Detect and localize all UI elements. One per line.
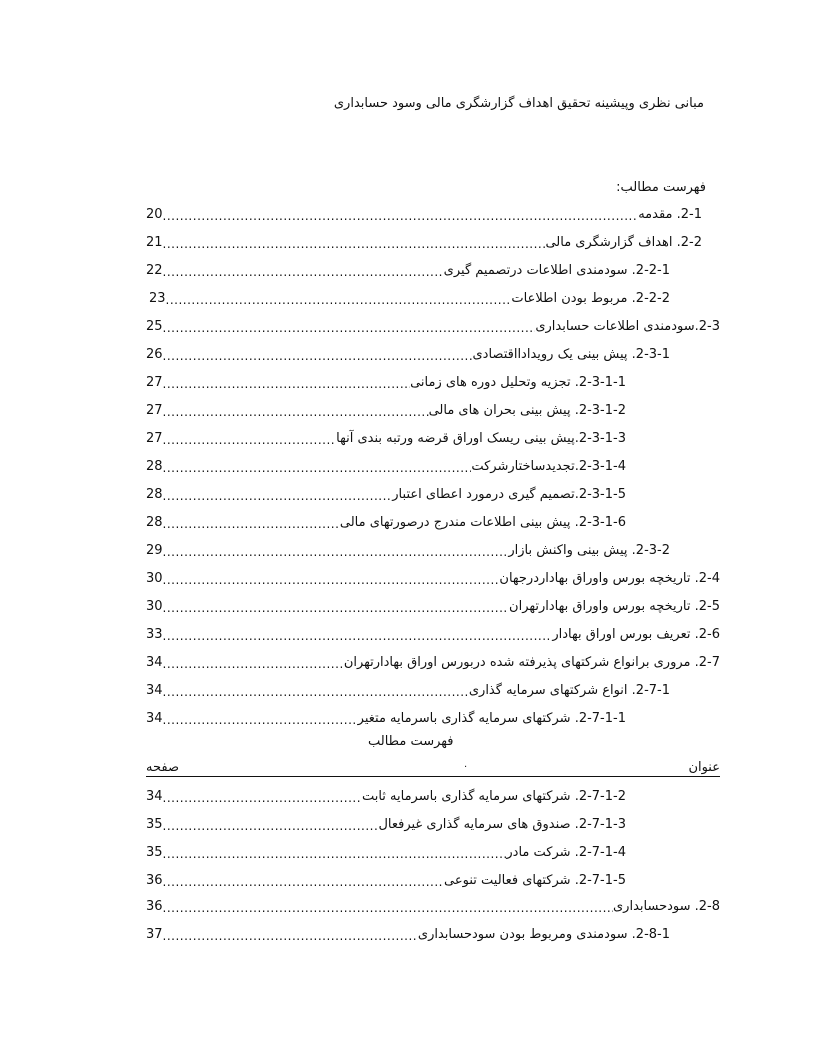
toc-page-number: 28 bbox=[146, 459, 163, 474]
toc-entry bbox=[146, 872, 626, 890]
header-dot: . bbox=[464, 759, 468, 770]
toc-entry-title: 2-7-1-3. صندوق های سرمایه گذاری غیرفعال bbox=[378, 817, 626, 832]
toc-entry bbox=[146, 816, 626, 834]
toc-page-number: 35 bbox=[146, 817, 163, 832]
toc-entry-title: 2-3-1-2. پیش بینی بحران های مالی bbox=[428, 403, 626, 418]
toc-page-number: 30 bbox=[146, 599, 163, 614]
page-column-header: صفحه bbox=[146, 760, 179, 775]
toc-page-number: 26 bbox=[146, 347, 163, 362]
toc-page-number: 34 bbox=[146, 789, 163, 804]
toc-entry-title: 2-3-1-4.تجدیدساختارشرکت bbox=[471, 459, 626, 474]
toc-entry-title: 2-7-1-5. شرکتهای فعالیت تنوعی bbox=[444, 873, 626, 888]
toc-page-number: 34 bbox=[146, 683, 163, 698]
toc-page-number: 27 bbox=[146, 431, 163, 446]
toc-page-number: 36 bbox=[146, 899, 163, 914]
toc-page-number: 22 bbox=[146, 263, 163, 278]
toc-page-number: 29 bbox=[146, 543, 163, 558]
toc-entry-title: 2-1. مقدمه bbox=[638, 207, 702, 222]
toc-page-number: 33 bbox=[146, 627, 163, 642]
toc-entry bbox=[146, 788, 626, 806]
toc-entry-title: 2-2-1. سودمندی اطلاعات درتصمیم گیری bbox=[443, 263, 670, 278]
toc-page-number: 30 bbox=[146, 571, 163, 586]
toc-entry-title: 2-3.سودمندی اطلاعات حسابداری bbox=[535, 319, 720, 334]
toc-page-number: 35 bbox=[146, 845, 163, 860]
toc-leader-dots bbox=[163, 846, 507, 862]
toc-entry-title: 2-7-1-4. شرکت مادر bbox=[506, 845, 626, 860]
toc-page-number: 20 bbox=[146, 207, 163, 222]
toc-page-number: 23 bbox=[149, 291, 166, 306]
toc-entry bbox=[146, 844, 626, 862]
toc-leader-dots bbox=[163, 818, 379, 834]
toc-leader-dots bbox=[163, 790, 362, 806]
toc-entry-title: 2-7. مروری برانواع شرکتهای پذیرفته شده دربورس اوراق بهادارتهران bbox=[343, 655, 720, 670]
toc-page-number: 25 bbox=[146, 319, 163, 334]
toc-page-number: 21 bbox=[146, 235, 163, 250]
toc-page-number: 27 bbox=[146, 375, 163, 390]
toc-entry-title: 2-3-2. پیش بینی واکنش بازار bbox=[508, 543, 670, 558]
toc-page-number: 27 bbox=[146, 403, 163, 418]
toc-entry-title: 2-7-1. انواع شرکتهای سرمایه گذاری bbox=[468, 683, 670, 698]
toc-entry-title: 2-6. تعریف بورس اوراق بهادار bbox=[552, 627, 720, 642]
toc-entry-title: 2-2. اهداف گزارشگری مالی bbox=[545, 235, 702, 250]
toc-page-number: 34 bbox=[146, 655, 163, 670]
toc-entry bbox=[146, 898, 720, 916]
toc-entry-title: 2-4. تاریخچه بورس واوراق بهاداردرجهان bbox=[499, 571, 720, 586]
toc-entry-title: 2-3-1-3.پیش بینی ریسک اوراق قرضه ورتبه بندی آنها bbox=[336, 431, 626, 446]
toc-entry-title: 2-2-2. مربوط بودن اطلاعات bbox=[511, 291, 670, 306]
toc-page-number: 28 bbox=[146, 487, 163, 502]
toc-entry-title: 2-8-1. سودمندی ومربوط بودن سودحسابداری bbox=[417, 927, 670, 942]
toc-heading: فهرست مطالب: bbox=[616, 180, 706, 195]
toc-continued-heading: فهرست مطالب bbox=[368, 734, 454, 749]
toc-page-number: 37 bbox=[146, 927, 163, 942]
toc-entry-title: 2-5. تاریخچه بورس واوراق بهادارتهران bbox=[509, 599, 720, 614]
toc-page-number: 34 bbox=[146, 711, 163, 726]
toc-entry-title: 2-3-1-6. پیش بینی اطلاعات مندرج درصورتهای مالی bbox=[339, 515, 626, 530]
document-title: مبانی نظری وپیشینه تحقیق اهداف گزارشگری مالی وسود حسابداری bbox=[333, 96, 704, 111]
toc-entry-title: 2-8. سودحسابداری bbox=[613, 899, 720, 914]
toc-page-number: 36 bbox=[146, 873, 163, 888]
toc-entry-title: 2-3-1-1. تجزیه وتحلیل دوره های زمانی bbox=[410, 375, 626, 390]
title-column-header: عنوان bbox=[688, 760, 720, 775]
toc-leader-dots bbox=[163, 900, 613, 916]
toc-entry-title: 2-3-1-5.تصمیم گیری درمورد اعطای اعتبار bbox=[392, 487, 626, 502]
toc-leader-dots bbox=[163, 874, 445, 890]
toc-leader-dots bbox=[163, 928, 418, 944]
toc-entry-title: 2-7-1-2. شرکتهای سرمایه گذاری باسرمایه ثابت bbox=[361, 789, 626, 804]
toc-page-number: 28 bbox=[146, 515, 163, 530]
toc-entry-title: 2-3-1. پیش بینی یک رویدادااقتصادی bbox=[472, 347, 670, 362]
toc-entry bbox=[146, 926, 670, 944]
toc-entry-title: 2-7-1-1. شرکتهای سرمایه گذاری باسرمایه متغیر bbox=[357, 711, 626, 726]
